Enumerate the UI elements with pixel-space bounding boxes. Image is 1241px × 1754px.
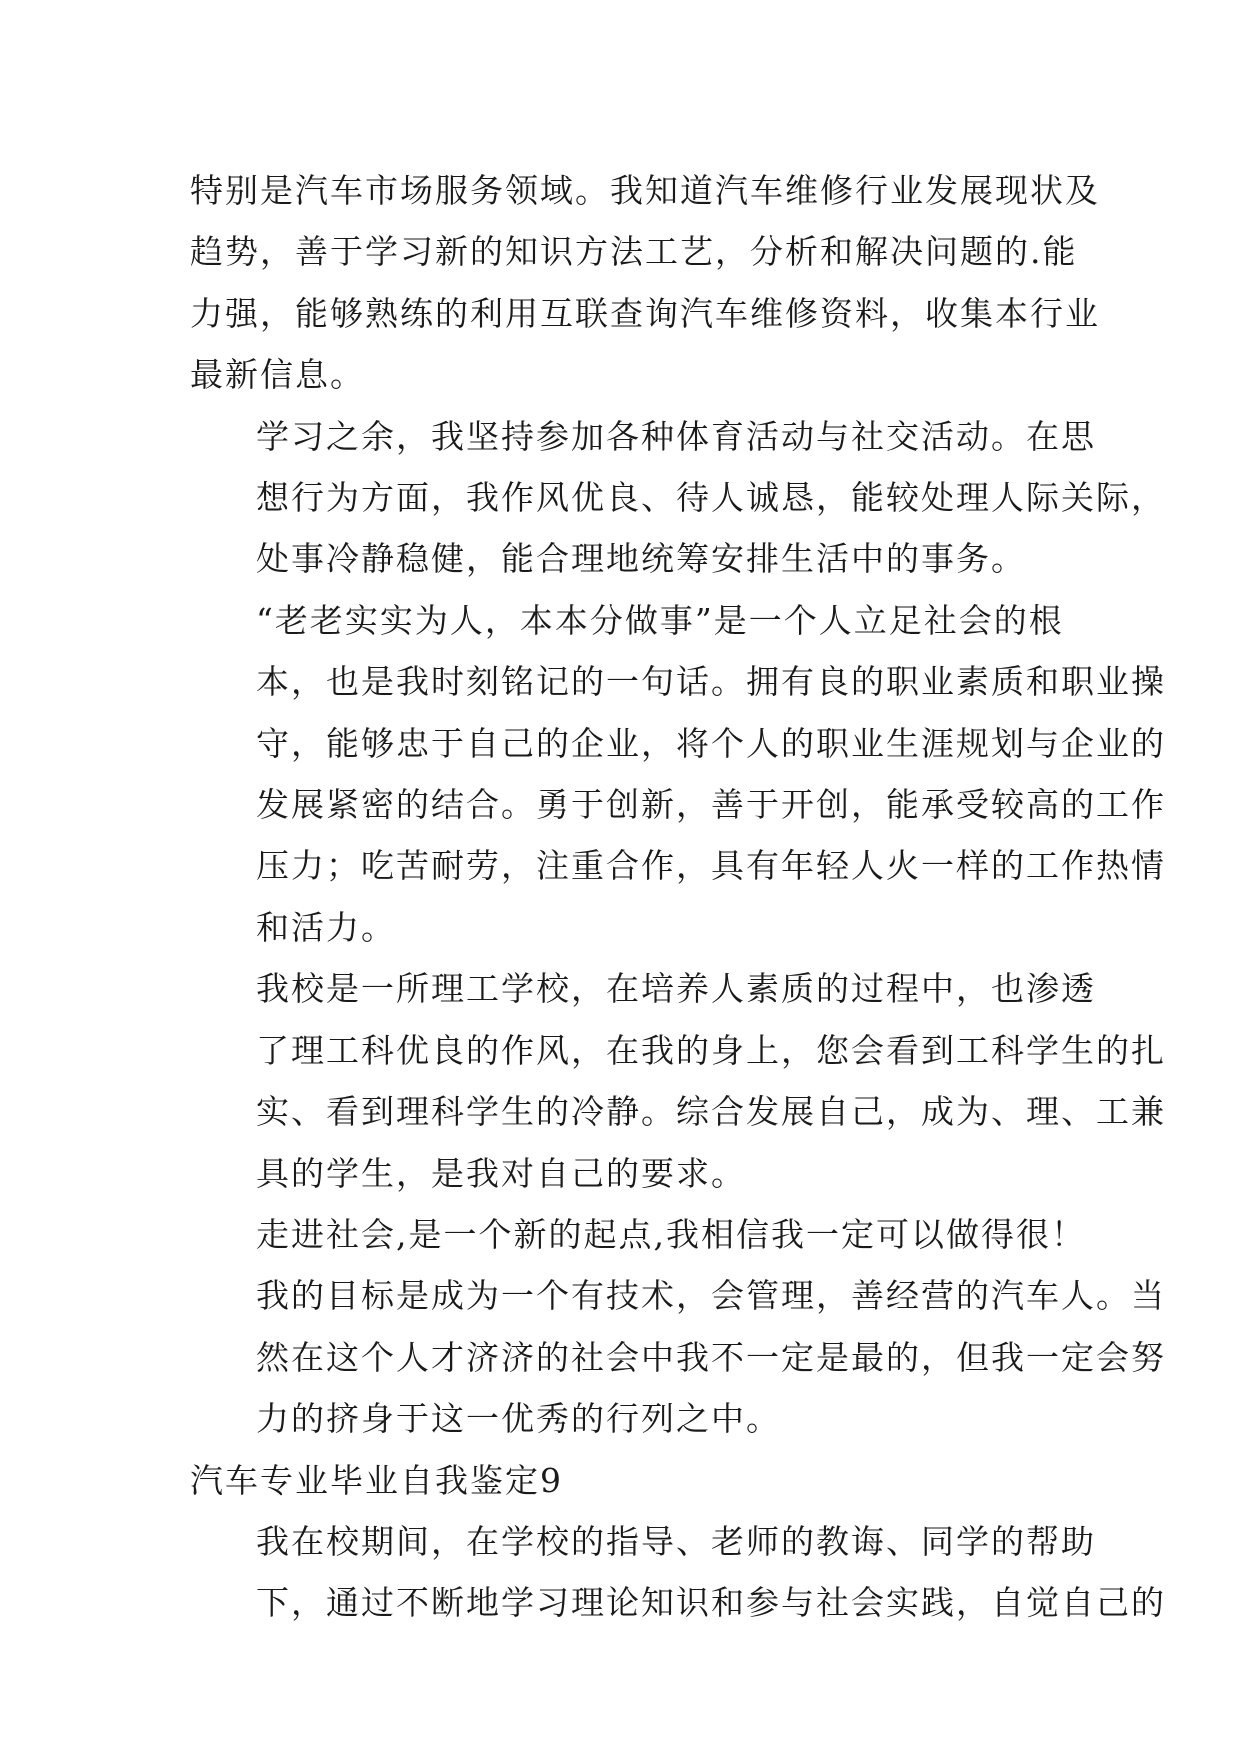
text-line: 我在校期间，在学校的指导、老师的教诲、同学的帮助 xyxy=(256,1521,1096,1561)
text-line: 下，通过不断地学习理论知识和参与社会实践，自觉自己的 xyxy=(256,1583,1166,1623)
text-line: 我的目标是成为一个有技术，会管理，善经营的汽车人。当 xyxy=(256,1276,1166,1316)
text-line: 实、看到理科学生的冷静。综合发展自己，成为、理、工兼 xyxy=(256,1092,1166,1132)
paragraph xyxy=(190,1511,1166,1634)
text-line: 想行为方面，我作风优良、待人诚恳，能较处理人际关际， xyxy=(256,478,1166,518)
text-line: 走进社会,是一个新的起点,我相信我一定可以做得很！ xyxy=(256,1214,1086,1254)
text-line: 学习之余，我坚持参加各种体育活动与社交活动。在思 xyxy=(256,416,1096,456)
text-line: 守，能够忠于自己的企业，将个人的职业生涯规划与企业的 xyxy=(256,723,1166,763)
text-line: 本，也是我时刻铭记的一句话。拥有良的职业素质和职业操 xyxy=(256,662,1166,702)
text-line: 发展紧密的结合。勇于创新，善于开创，能承受较高的工作 xyxy=(256,785,1166,825)
paragraph xyxy=(190,590,1166,958)
paragraph xyxy=(190,406,1166,590)
paragraph xyxy=(190,958,1166,1204)
text-line: 了理工科优良的作风，在我的身上，您会看到工科学生的扎 xyxy=(256,1030,1166,1070)
text-line: 压力；吃苦耐劳，注重合作，具有年轻人火一样的工作热情 xyxy=(256,846,1166,886)
text-line: 然在这个人才济济的社会中我不一定是最的，但我一定会努 xyxy=(256,1337,1166,1377)
text-line: 最新信息。 xyxy=(190,355,365,395)
text-line: 汽车专业毕业自我鉴定9 xyxy=(190,1460,563,1500)
text-line: 具的学生，是我对自己的要求。 xyxy=(256,1153,746,1193)
text-line: 特别是汽车市场服务领域。我知道汽车维修行业发展现状及 xyxy=(190,171,1100,210)
text-line: 我校是一所理工学校，在培养人素质的过程中，也渗透 xyxy=(256,969,1096,1009)
paragraph xyxy=(190,160,1100,406)
text-line: 力强，能够熟练的利用互联查询汽车维修资料，收集本行业 xyxy=(190,293,1100,333)
paragraph xyxy=(190,1204,1166,1450)
document-body xyxy=(190,160,1166,1634)
text-line: 力的挤身于这一优秀的行列之中。 xyxy=(256,1399,781,1439)
text-line: “老老实实为人，本本分做事”是一个人立足社会的根 xyxy=(256,600,1064,640)
text-line: 趋势，善于学习新的知识方法工艺，分析和解决问题的.能 xyxy=(190,232,1078,272)
text-line: 和活力。 xyxy=(256,907,396,947)
text-line: 处事冷静稳健，能合理地统筹安排生活中的事务。 xyxy=(256,539,1026,579)
section-heading xyxy=(190,1450,1050,1511)
